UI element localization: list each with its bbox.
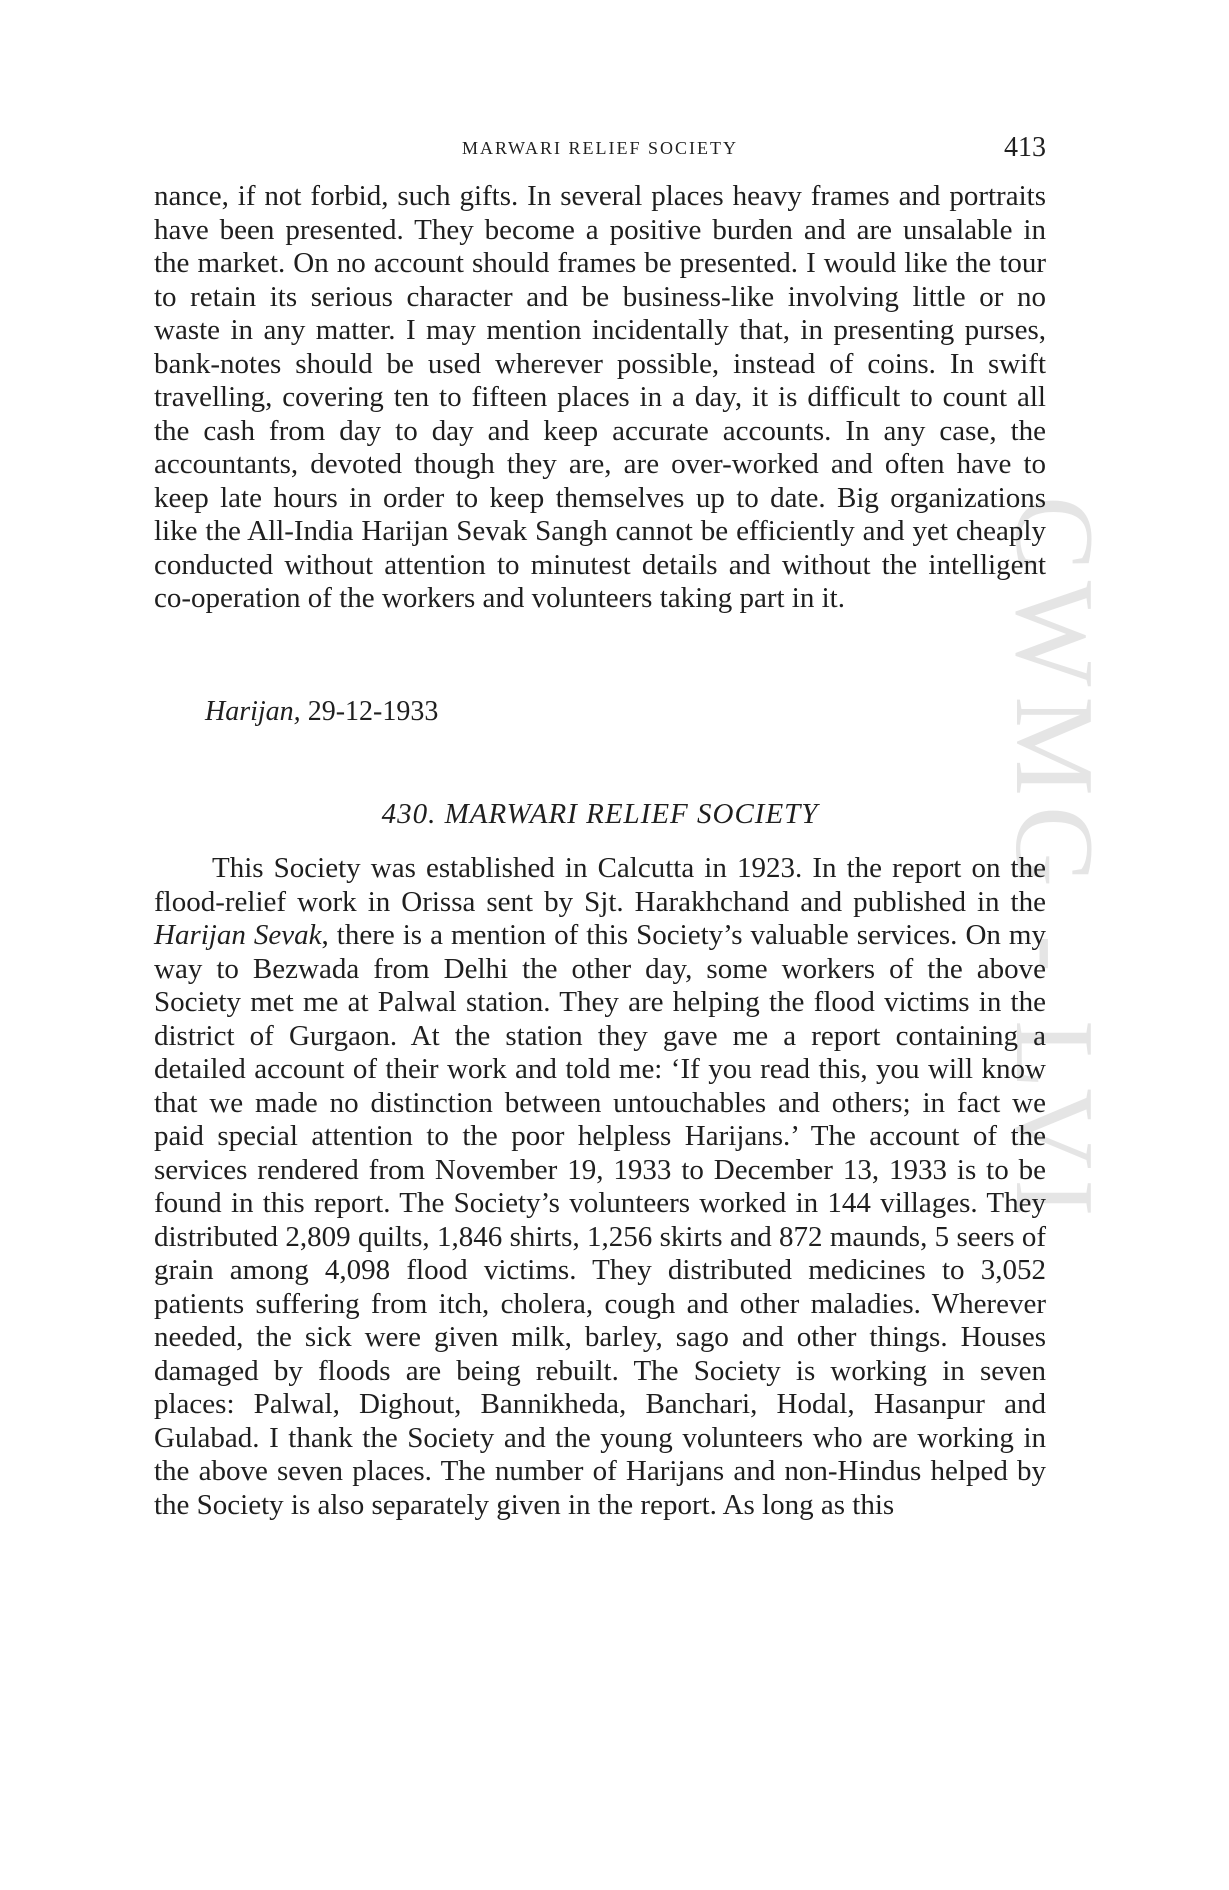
article-body — [154, 852, 1046, 1522]
continuation-text: nance, if not forbid, such gifts. In several places heavy frames and portraits have been presented. They become a positive burden and are unsalable in the market. On no account should frames be presented. I would like the tour to retain its serious character and be business-like involving little or no waste in any matter. I may mention incidentally that, in presenting purses, bank-notes should be used wherever possible, instead of coins. In swift travelling, covering ten to fifteen places in a day, it is difficult to count all the cash from day to day and keep accurate accounts. In any case, the accountants, devoted though they are, are over-worked and often have to keep late hours in order to keep themselves up to date. Big organizations like the All-India Harijan Sevak Sangh cannot be efficiently and yet cheaply conducted without attention to minutest details and without the intelligent co-operation of the workers and volunteers taking part in it. — [154, 180, 1046, 614]
running-title: MARWARI RELIEF SOCIETY — [461, 138, 738, 158]
page-number: 413 — [1004, 132, 1046, 163]
source-publication: Harijan, — [205, 696, 301, 727]
article-paragraph — [154, 852, 1046, 1522]
source-date: 29-12-1933 — [307, 696, 439, 727]
watermark: CWMG - LVI — [992, 496, 1116, 1227]
article-heading: 430. MARWARI RELIEF SOCIETY — [381, 798, 819, 830]
source-citation — [205, 696, 438, 728]
article-text-part1: This Society was established in Calcutta in 1923. In the report on the flood-relief work in Orissa sent by Sjt. Harakhchand and published in the — [154, 852, 1046, 918]
article-text-part2: , there is a mention of this Society’s valuable services. On my way to Bezwada from Delhi the other day, some workers of the above Society met me at Palwal station. They are helping the flood victims in the district of Gurgaon. At the station they gave me a report containing a detailed account of their work and told me: ‘If you read this, you will know that we made no distinction between untouchables and others; in fact we paid special attention to the poor helpless Harijans.’ The account of the services rendered from November 19, 1933 to December 13, 1933 is to be found in this report. The Society’s volunteers worked in 144 villages. They distributed 2,809 quilts, 1,846 shirts, 1,256 skirts and 872 maunds, 5 seers of grain among 4,098 flood victims. They distributed medicines to 3,052 patients suffering from itch, cholera, cough and other maladies. Wherever needed, the sick were given milk, barley, sago and other things. Houses damaged by floods are being rebuilt. The Society is working in seven places: Palwal, Dighout, Bannikheda, Banchari, Hodal, Hasanpur and Gulabad. I thank the Society and the young volunteers who are working in the above seven places. The number of Harijans and non-Hindus helped by the Society is also separately given in the report. As long as this — [154, 919, 1046, 1521]
article-publication: Harijan Sevak — [154, 919, 322, 951]
running-head — [154, 132, 1046, 172]
continuation-paragraph — [154, 180, 1046, 616]
